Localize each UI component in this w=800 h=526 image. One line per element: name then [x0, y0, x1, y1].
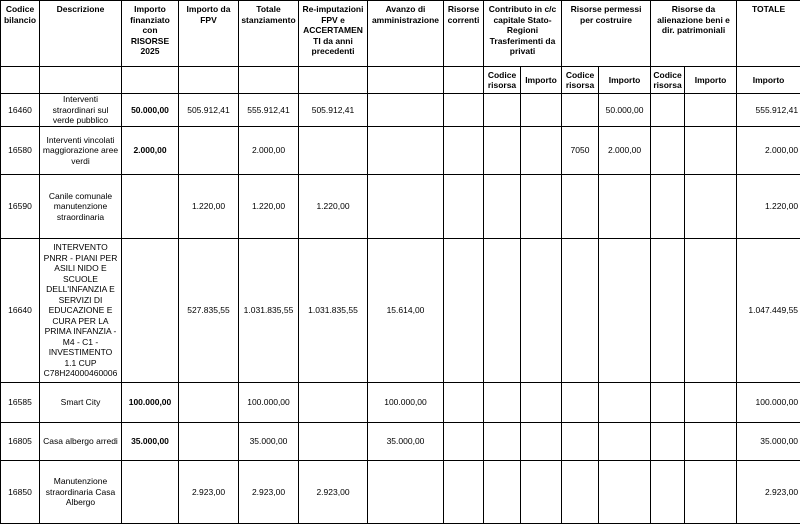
cell-importo-finanziato: [122, 461, 179, 524]
cell-descrizione: INTERVENTO PNRR - PIANI PER ASILI NIDO E SCUOLE DELL'INFANZIA E SERVIZI DI EDUCAZIONE E CURA PER LA PRIMA INFANZIA - M4 - C1 - INVESTIMENTO 1.1 CUP C78H24000460006: [40, 239, 122, 383]
table-row: [1, 127, 800, 175]
cell-totale-stanziamento: 1.220,00: [239, 175, 299, 239]
header-reimputazioni: Re-imputazioni FPV e ACCERTAMENTI da anni precedenti: [299, 1, 368, 67]
cell-descrizione: Smart City: [40, 383, 122, 423]
cell-contributo-codice: [484, 94, 521, 127]
cell-alienazione-importo: [685, 423, 737, 461]
cell-avanzo: [368, 461, 444, 524]
table-row: [1, 94, 800, 127]
cell-reimputazioni: 2.923,00: [299, 461, 368, 524]
subheader-empty: [40, 67, 122, 94]
cell-avanzo: [368, 127, 444, 175]
cell-alienazione-importo: [685, 94, 737, 127]
cell-fpv: [179, 127, 239, 175]
cell-permessi-codice: [562, 383, 599, 423]
cell-importo-finanziato: 50.000,00: [122, 94, 179, 127]
subheader-alienazione-codice: Codice risorsa: [651, 67, 685, 94]
subheader-empty: [122, 67, 179, 94]
cell-avanzo: [368, 94, 444, 127]
cell-alienazione-codice: [651, 461, 685, 524]
cell-descrizione: Casa albergo arredi: [40, 423, 122, 461]
header-risorse-alienazione: Risorse da alienazione beni e dir. patrimoniali: [651, 1, 737, 67]
cell-contributo-codice: [484, 239, 521, 383]
cell-codice: 16850: [1, 461, 40, 524]
cell-descrizione: Interventi straordinari sul verde pubblico: [40, 94, 122, 127]
cell-contributo-codice: [484, 383, 521, 423]
cell-permessi-codice: [562, 239, 599, 383]
cell-alienazione-codice: [651, 175, 685, 239]
cell-permessi-codice: [562, 461, 599, 524]
cell-fpv: 505.912,41: [179, 94, 239, 127]
cell-codice: 16590: [1, 175, 40, 239]
table-row: [1, 239, 800, 383]
cell-fpv: 527.835,55: [179, 239, 239, 383]
cell-alienazione-codice: [651, 239, 685, 383]
cell-fpv: 1.220,00: [179, 175, 239, 239]
subheader-empty: [299, 67, 368, 94]
cell-permessi-codice: 7050: [562, 127, 599, 175]
cell-avanzo: 35.000,00: [368, 423, 444, 461]
cell-codice: 16460: [1, 94, 40, 127]
cell-contributo-codice: [484, 461, 521, 524]
cell-permessi-importo: [599, 461, 651, 524]
cell-contributo-codice: [484, 423, 521, 461]
cell-totale-stanziamento: 555.912,41: [239, 94, 299, 127]
cell-fpv: [179, 423, 239, 461]
table-row: [1, 383, 800, 423]
subheader-empty: [444, 67, 484, 94]
cell-avanzo: [368, 175, 444, 239]
cell-fpv: [179, 383, 239, 423]
header-totale: TOTALE: [737, 1, 800, 67]
header-avanzo: Avanzo di amministrazione: [368, 1, 444, 67]
subheader-empty: [1, 67, 40, 94]
header-totale-stanziamento: Totale stanziamento: [239, 1, 299, 67]
subheader-empty: [179, 67, 239, 94]
cell-descrizione: Manutenzione straordinaria Casa Albergo: [40, 461, 122, 524]
subheader-permessi-importo: Importo: [599, 67, 651, 94]
header-risorse-permessi: Risorse permessi per costruire: [562, 1, 651, 67]
cell-permessi-codice: [562, 423, 599, 461]
cell-permessi-importo: [599, 423, 651, 461]
cell-totale: 2.000,00: [737, 127, 800, 175]
header-codice-bilancio: Codice bilancio: [1, 1, 40, 67]
cell-contributo-importo: [521, 423, 562, 461]
header-importo-fpv: Importo da FPV: [179, 1, 239, 67]
cell-risorse-correnti: [444, 423, 484, 461]
cell-descrizione: Canile comunale manutenzione straordinaria: [40, 175, 122, 239]
header-descrizione: Descrizione: [40, 1, 122, 67]
subheader-contributo-codice: Codice risorsa: [484, 67, 521, 94]
cell-risorse-correnti: [444, 127, 484, 175]
subheader-alienazione-importo: Importo: [685, 67, 737, 94]
subheader-totale-importo: Importo: [737, 67, 800, 94]
cell-totale: 1.047.449,55: [737, 239, 800, 383]
cell-permessi-codice: [562, 94, 599, 127]
cell-importo-finanziato: 2.000,00: [122, 127, 179, 175]
cell-codice: 16580: [1, 127, 40, 175]
cell-alienazione-codice: [651, 383, 685, 423]
table-body: [1, 94, 800, 524]
cell-contributo-importo: [521, 175, 562, 239]
cell-contributo-importo: [521, 94, 562, 127]
cell-contributo-codice: [484, 175, 521, 239]
cell-importo-finanziato: 100.000,00: [122, 383, 179, 423]
cell-totale-stanziamento: 1.031.835,55: [239, 239, 299, 383]
cell-permessi-importo: 50.000,00: [599, 94, 651, 127]
cell-contributo-importo: [521, 239, 562, 383]
cell-avanzo: 15.614,00: [368, 239, 444, 383]
cell-contributo-importo: [521, 461, 562, 524]
cell-risorse-correnti: [444, 94, 484, 127]
cell-permessi-importo: 2.000,00: [599, 127, 651, 175]
cell-totale-stanziamento: 100.000,00: [239, 383, 299, 423]
subheader-contributo-importo: Importo: [521, 67, 562, 94]
cell-codice: 16640: [1, 239, 40, 383]
cell-reimputazioni: [299, 423, 368, 461]
cell-risorse-correnti: [444, 461, 484, 524]
cell-totale: 2.923,00: [737, 461, 800, 524]
cell-contributo-codice: [484, 127, 521, 175]
cell-reimputazioni: 505.912,41: [299, 94, 368, 127]
cell-alienazione-codice: [651, 94, 685, 127]
cell-totale: 555.912,41: [737, 94, 800, 127]
subheader-permessi-codice: Codice risorsa: [562, 67, 599, 94]
cell-permessi-importo: [599, 383, 651, 423]
cell-risorse-correnti: [444, 175, 484, 239]
header-importo-finanziato: Importo finanziato con RISORSE 2025: [122, 1, 179, 67]
cell-reimputazioni: [299, 127, 368, 175]
header-risorse-correnti: Risorse correnti: [444, 1, 484, 67]
cell-alienazione-codice: [651, 423, 685, 461]
cell-risorse-correnti: [444, 239, 484, 383]
cell-codice: 16805: [1, 423, 40, 461]
cell-contributo-importo: [521, 383, 562, 423]
cell-importo-finanziato: [122, 239, 179, 383]
cell-alienazione-importo: [685, 175, 737, 239]
cell-permessi-importo: [599, 175, 651, 239]
table-row: [1, 175, 800, 239]
cell-importo-finanziato: [122, 175, 179, 239]
cell-totale-stanziamento: 2.000,00: [239, 127, 299, 175]
cell-alienazione-codice: [651, 127, 685, 175]
cell-reimputazioni: 1.220,00: [299, 175, 368, 239]
header-row: [1, 1, 800, 67]
header-contributo: Contributo in c/c capitale Stato-Regioni Trasferimenti da privati: [484, 1, 562, 67]
cell-totale-stanziamento: 2.923,00: [239, 461, 299, 524]
cell-totale: 35.000,00: [737, 423, 800, 461]
cell-codice: 16585: [1, 383, 40, 423]
cell-risorse-correnti: [444, 383, 484, 423]
cell-alienazione-importo: [685, 461, 737, 524]
subheader-row: [1, 67, 800, 94]
subheader-empty: [239, 67, 299, 94]
cell-totale-stanziamento: 35.000,00: [239, 423, 299, 461]
cell-descrizione: Interventi vincolati maggiorazione aree verdi: [40, 127, 122, 175]
cell-alienazione-importo: [685, 127, 737, 175]
cell-alienazione-importo: [685, 383, 737, 423]
cell-fpv: 2.923,00: [179, 461, 239, 524]
table-row: [1, 423, 800, 461]
cell-reimputazioni: 1.031.835,55: [299, 239, 368, 383]
cell-importo-finanziato: 35.000,00: [122, 423, 179, 461]
cell-totale: 100.000,00: [737, 383, 800, 423]
cell-permessi-codice: [562, 175, 599, 239]
table-row: [1, 461, 800, 524]
cell-totale: 1.220,00: [737, 175, 800, 239]
cell-reimputazioni: [299, 383, 368, 423]
cell-contributo-importo: [521, 127, 562, 175]
cell-avanzo: 100.000,00: [368, 383, 444, 423]
cell-alienazione-importo: [685, 239, 737, 383]
cell-permessi-importo: [599, 239, 651, 383]
subheader-empty: [368, 67, 444, 94]
